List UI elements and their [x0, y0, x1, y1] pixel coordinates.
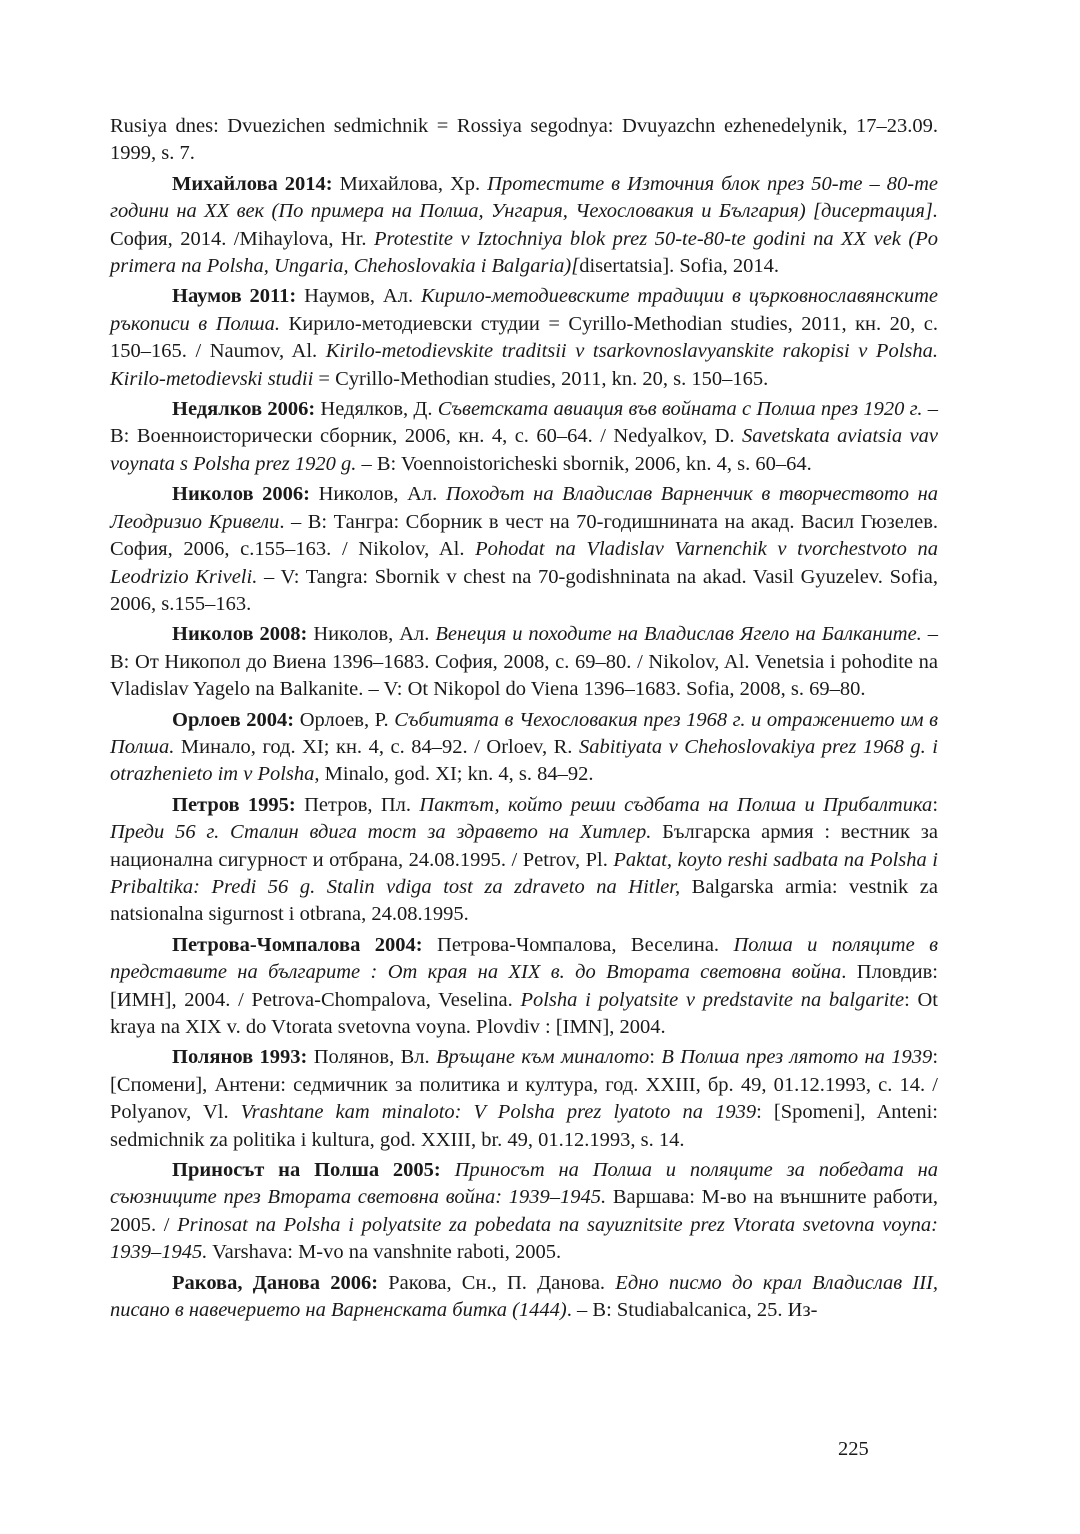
entry-text: – В: От Никопол до Виена 1396–1683. София, 2008, с. 69–80. / Nikolov, Al. Venetsia i pohodite na Vladislav Yagelo na Balkanite. – V: Ot Nikopol do Viena 1396–1683. Sofia, 2008, s. 69–80.	[110, 623, 938, 701]
bibliography-entry	[110, 396, 938, 478]
entry-title: Връщане към миналото	[436, 1046, 650, 1069]
entry-text: Недялков, Д.	[315, 398, 438, 421]
entry-text: : [Spomeni], Anteni: sedmichnik za politika i kultura, god. XXIII, br. 49, 01.12.1993, s. 14.	[110, 1101, 938, 1151]
entry-title: Кирило-методиевските традиции в църковнославянските ръкописи в Полша.	[110, 285, 939, 335]
entry-title: Съветската авиация във войната с Полша през 1920 г.	[437, 398, 923, 421]
bibliography-entry	[110, 113, 938, 168]
entry-title: Savetskata aviatsia vav voynata s Polsha prez 1920 g.	[110, 425, 939, 475]
entry-title: Kirilo-metodievskite traditsii v tsarkovnoslavyanskite rakopisi v Polsha. Kirilo-metodievski studii	[110, 340, 938, 390]
bibliography-entry	[110, 1157, 938, 1267]
entry-title: Венеция и походите на Владислав Ягело на Балканите.	[435, 623, 922, 646]
entry-text: Петров, Пл.	[295, 793, 420, 816]
entry-text: Varshava: M-vo na vanshnite raboti, 2005.	[207, 1241, 562, 1264]
entry-text: Полянов, Вл.	[307, 1046, 437, 1069]
entry-text: – V: Tangra: Sbornik v chest na 70-godishninata na akad. Vasil Gyuzelev. Sofia, 2006, s.155–163.	[110, 565, 938, 615]
entry-text: . Пловдив: [ИМН], 2004. / Petrova-Chompalova, Veselina.	[110, 961, 938, 1011]
entry-title: Polsha i polyatsite v predstavite na balgarite	[520, 988, 905, 1011]
entry-text: Наумов, Ал.	[296, 285, 421, 308]
entry-title: Prinosat na Polsha i polyatsite za pobedata na sayuznitsite prez Vtorata svetovna voyna: 1939–1945.	[110, 1213, 938, 1264]
entry-citation-key: Николов 2006:	[172, 483, 310, 506]
entry-text: Николов, Ал.	[310, 483, 446, 506]
bibliography-list	[110, 113, 938, 1324]
entry-title: Pohodat na Vladislav Varnenchik v tvorchestvoto na Leodrizio Kriveli.	[110, 538, 939, 588]
entry-text: София, 2014. /Mihaylova, Hr.	[110, 227, 375, 250]
entry-text: Петрова-Чомпалова, Веселина.	[422, 933, 734, 956]
entry-citation-key: Приносът на Полша 2005:	[172, 1159, 441, 1182]
page-number: 225	[838, 1438, 869, 1460]
entry-text: Варшава: М-во на външните работи, 2005. /	[110, 1186, 938, 1236]
bibliography-page	[110, 113, 938, 1327]
entry-text: Balgarska armia: vestnik za natsionalna sigurnost i otbrana, 24.08.1995.	[110, 875, 939, 926]
entry-citation-key: Николов 2008:	[172, 623, 308, 646]
entry-title: Protestite v Iztochniya blok prez 50-te-80-te godini na XX vek (Po primera na Polsha, Ungaria, Chehoslovakia i Balgaria)[	[110, 227, 938, 278]
entry-citation-key: Недялков 2006:	[172, 398, 316, 421]
entry-text: : [Спомени], Антени: седмичник за политика и култура, год. XXIII, бр. 49, 01.12.1993, с. 14. / Polyanov, Vl.	[110, 1046, 939, 1124]
entry-citation-key: Наумов 2011:	[172, 285, 297, 308]
entry-title: Едно писмо до крал Владислав III, писано в навечерието на Варненската битка (1444)	[110, 1271, 939, 1322]
entry-text: Ракова, Сн., П. Данова.	[378, 1271, 616, 1294]
bibliography-entry	[110, 932, 938, 1042]
entry-text: :	[649, 1046, 662, 1069]
entry-title: Paktat, koyto reshi sadbata na Polsha i Pribaltika: Predi 56 g. Stalin vdiga tost za zdraveto na Hitler,	[110, 848, 938, 898]
bibliography-entry	[110, 283, 938, 393]
entry-citation-key: Орлоев 2004:	[172, 708, 295, 731]
entry-text: Rusiya dnes: Dvuezichen sedmichnik = Rossiya segodnya: Dvuyazchn ezhenedelynik, 17–23.09. 1999, s. 7.	[110, 115, 938, 165]
entry-citation-key: Ракова, Данова 2006:	[172, 1271, 379, 1294]
entry-text: :	[932, 793, 939, 816]
entry-title: Полша и поляците в представите на българите : От края на XIX в. до Втората световна война	[110, 933, 939, 984]
entry-text: . – В: Studiabalcanica, 25. Из-	[566, 1299, 818, 1322]
entry-text: Минало, год. XI; кн. 4, с. 84–92. / Orloev, R.	[174, 735, 579, 758]
entry-text: disertatsia]. Sofia, 2014.	[579, 255, 780, 278]
bibliography-entry	[110, 481, 938, 618]
entry-text: , Minalo, god. XI; kn. 4, s. 84–92.	[314, 763, 594, 786]
entry-citation-key: Михайлова 2014:	[172, 172, 333, 195]
entry-title: Преди 56 г. Сталин вдига тост за здравето на Хитлер.	[110, 821, 652, 844]
entry-title: Събитията в Чехословакия през 1968 г. и отражението им в Полша.	[110, 708, 938, 758]
entry-text: . – В: Тангра: Сборник в чест на 70-годишнината на акад. Васил Гюзелев. София, 2006, с.155–163. / Nikolov, Al.	[110, 510, 938, 561]
entry-text: Орлоев, Р.	[294, 708, 395, 731]
bibliography-entry	[110, 171, 938, 281]
entry-text: Българска армия : вестник за национална сигурност и отбрана, 24.08.1995. / Petrov, Pl.	[110, 821, 939, 871]
entry-text: Николов, Ал.	[307, 623, 436, 646]
entry-title: Vrashtane kam minaloto: V Polsha prez lyatoto na 1939	[240, 1101, 757, 1124]
entry-text: – В: Военноисторически сборник, 2006, кн. 4, с. 60–64. / Nedyalkov, D.	[110, 398, 938, 448]
bibliography-entry	[110, 1270, 938, 1325]
entry-title: Пактът, който реши съдбата на Полша и Прибалтика	[419, 793, 933, 816]
bibliography-entry	[110, 707, 938, 789]
entry-citation-key: Полянов 1993:	[172, 1046, 308, 1069]
entry-text: Кирило-методиевски студии = Cyrillo-Methodian studies, 2011, кн. 20, с. 150–165. / Naumov, Al.	[110, 312, 938, 363]
entry-text	[441, 1159, 455, 1181]
entry-title: Протестите в Източния блок през 50-те – 80-те години на XX век (По примера на Полша, Унгария, Чехословакия и България) [дисертация].	[110, 172, 939, 223]
entry-text: – B: Voennoistoricheski sbornik, 2006, kn. 4, s. 60–64.	[356, 452, 812, 475]
entry-text: Михайлова, Хр.	[332, 172, 488, 195]
entry-title: В Полша през лятото на 1939	[661, 1046, 933, 1069]
bibliography-entry	[110, 1044, 938, 1154]
entry-title: Sabitiyata v Chehoslovakiya prez 1968 g. i otrazhenieto im v Polsha	[110, 735, 938, 786]
entry-text: : Ot kraya na XIX v. do Vtorata svetovna voyna. Plovdiv : [IMN], 2004.	[110, 988, 938, 1038]
entry-text: = Cyrillo-Methodian studies, 2011, kn. 20, s. 150–165.	[313, 367, 769, 390]
entry-title: Походът на Владислав Варненчик в творчеството на Леодризио Кривели	[110, 483, 938, 533]
entry-citation-key: Петрова-Чомпалова 2004:	[172, 933, 423, 956]
entry-citation-key: Петров 1995:	[172, 793, 296, 816]
bibliography-entry	[110, 621, 938, 703]
bibliography-entry	[110, 792, 938, 929]
entry-title: Приносът на Полша и поляците за победата на съюзниците през Втората световна война: 1939–1945.	[110, 1159, 939, 1209]
